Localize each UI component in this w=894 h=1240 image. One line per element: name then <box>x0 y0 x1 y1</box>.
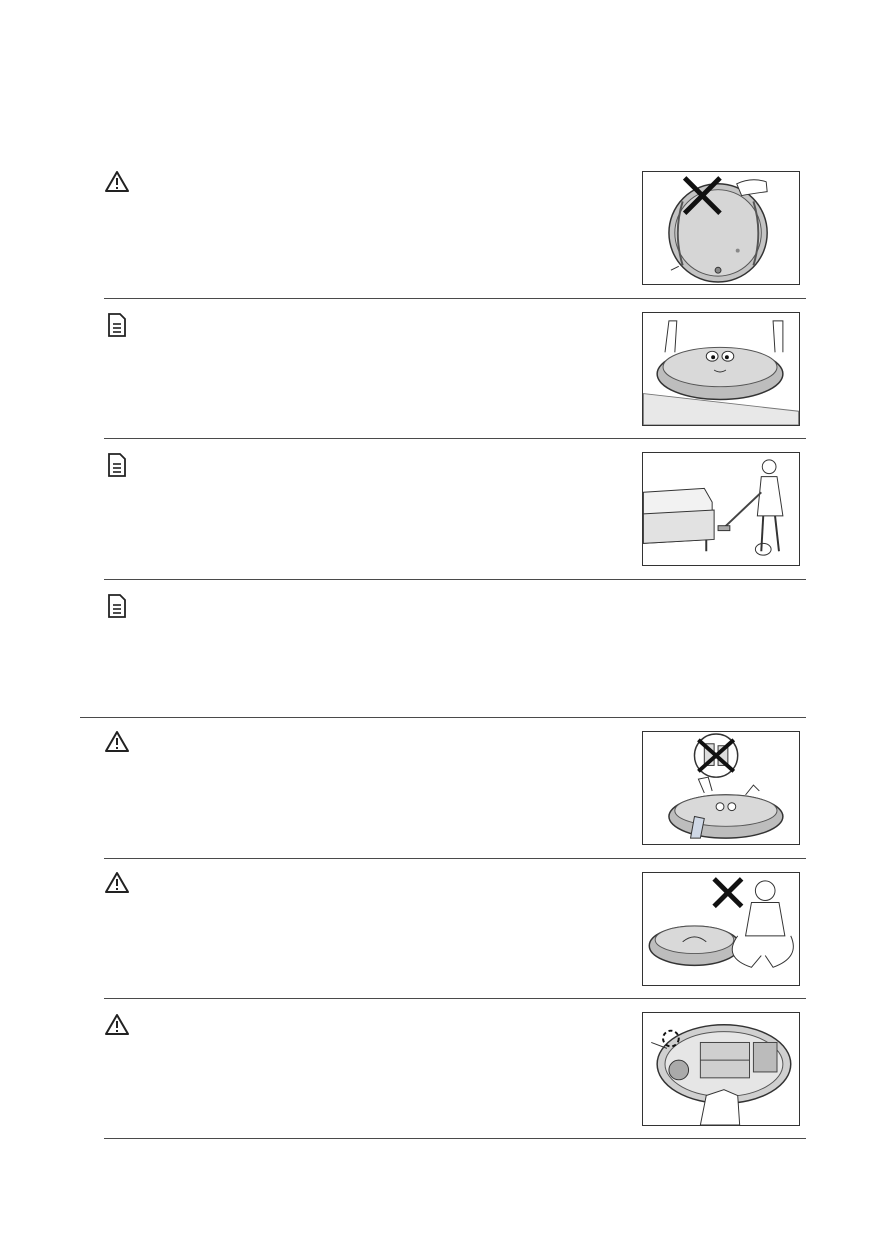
figure-robot-underside-hand <box>642 1012 800 1126</box>
figure-hands-carrying-robot <box>642 312 800 426</box>
warning-icon <box>104 169 130 195</box>
chapter-divider <box>80 717 806 718</box>
figure-person-sitting-on-robot-crossed <box>642 872 800 986</box>
note-icon <box>104 452 130 478</box>
section-divider <box>104 998 806 999</box>
figure-robot-chemical-prohibited <box>642 731 800 845</box>
warning-icon <box>104 729 130 755</box>
section-divider <box>104 438 806 439</box>
note-icon <box>104 312 130 338</box>
section-divider <box>104 858 806 859</box>
figure-robot-top-view-crossed <box>642 171 800 285</box>
section-divider <box>104 1138 806 1139</box>
section-divider <box>104 298 806 299</box>
figure-person-vacuuming-sofa <box>642 452 800 566</box>
section-divider <box>104 579 806 580</box>
warning-icon <box>104 1012 130 1038</box>
note-icon <box>104 593 130 619</box>
warning-icon <box>104 870 130 896</box>
